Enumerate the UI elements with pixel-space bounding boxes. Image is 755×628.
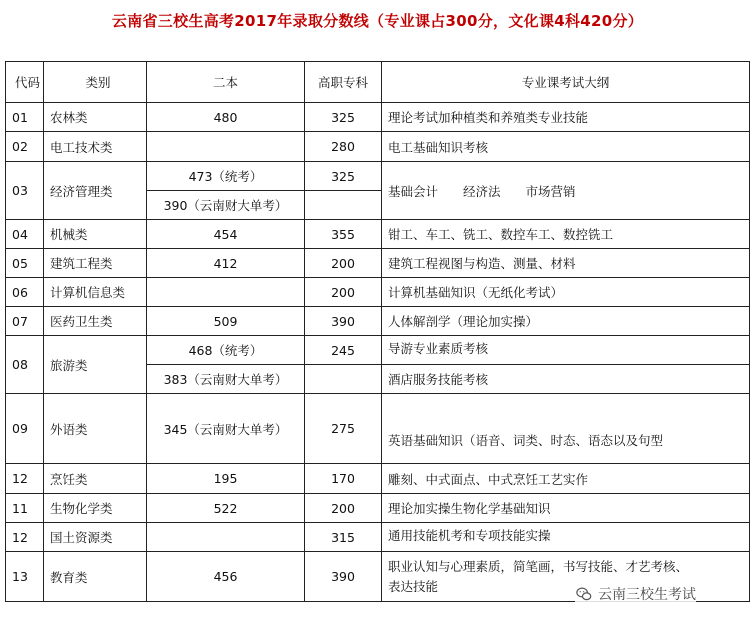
row-vocational: 355: [305, 220, 382, 249]
row-vocational-empty: [305, 191, 382, 220]
row-category: 医药卫生类: [44, 307, 147, 336]
table-row: [6, 249, 750, 278]
row-syllabus: 导游专业素质考核: [382, 336, 750, 365]
header-syllabus: 专业课考试大纲: [382, 62, 750, 103]
row-category: 经济管理类: [44, 162, 147, 220]
page-title: 云南省三校生高考2017年录取分数线（专业课占300分，文化课4科420分）: [111, 12, 644, 30]
row-vocational: 390: [305, 552, 382, 602]
row-syllabus: 基础会计 经济法 市场营销: [382, 162, 750, 220]
row-syllabus: 计算机基础知识（无纸化考试）: [382, 278, 750, 307]
wechat-icon: [575, 585, 593, 603]
table-row: [6, 220, 750, 249]
row-vocational-empty: [305, 365, 382, 394]
row-syllabus: 理论考试加种植类和养殖类专业技能: [382, 103, 750, 132]
row-category: 建筑工程类: [44, 249, 147, 278]
score-table: [5, 61, 750, 602]
header-category: 类别: [44, 62, 147, 103]
row-vocational: 200: [305, 494, 382, 523]
header-vocational: 高职专科: [305, 62, 382, 103]
row-category: 国土资源类: [44, 523, 147, 552]
row-syllabus: 通用技能机考和专项技能实操: [382, 523, 750, 552]
table-row: [6, 278, 750, 307]
row-code: 02: [6, 132, 44, 162]
row-syllabus: 钳工、车工、铣工、数控车工、数控铣工: [382, 220, 750, 249]
row-second-tier: 480: [147, 103, 305, 132]
row-syllabus-alt: 酒店服务技能考核: [382, 365, 750, 394]
row-second-tier: 473（统考）: [147, 162, 305, 191]
row-second-tier: 412: [147, 249, 305, 278]
row-category: 电工技术类: [44, 132, 147, 162]
row-code: 03: [6, 162, 44, 220]
row-second-tier: 509: [147, 307, 305, 336]
row-vocational: 280: [305, 132, 382, 162]
row-syllabus: 人体解剖学（理论加实操）: [382, 307, 750, 336]
watermark: [575, 584, 696, 604]
row-syllabus: 理论加实操生物化学基础知识: [382, 494, 750, 523]
row-category: 旅游类: [44, 336, 147, 394]
row-vocational: 325: [305, 103, 382, 132]
row-code: 11: [6, 494, 44, 523]
row-code: 05: [6, 249, 44, 278]
row-code: 08: [6, 336, 44, 394]
table-header-row: [6, 62, 750, 103]
table-row: [6, 336, 750, 365]
row-syllabus: 建筑工程视图与构造、测量、材料: [382, 249, 750, 278]
table-row: [6, 394, 750, 464]
table-row: [6, 307, 750, 336]
row-second-tier: [147, 523, 305, 552]
row-code: 04: [6, 220, 44, 249]
row-vocational: 275: [305, 394, 382, 464]
row-category: 计算机信息类: [44, 278, 147, 307]
row-syllabus: 电工基础知识考核: [382, 132, 750, 162]
row-category: 烹饪类: [44, 464, 147, 494]
row-category: 农林类: [44, 103, 147, 132]
row-second-tier-alt: 383（云南财大单考）: [147, 365, 305, 394]
table-row: [6, 523, 750, 552]
row-category: 教育类: [44, 552, 147, 602]
row-vocational: 245: [305, 336, 382, 365]
row-vocational: 325: [305, 162, 382, 191]
row-vocational: 200: [305, 278, 382, 307]
row-vocational: 315: [305, 523, 382, 552]
row-second-tier: [147, 278, 305, 307]
row-syllabus: 英语基础知识（语音、词类、时态、语态以及句型: [382, 394, 750, 464]
row-syllabus: 职业认知与心理素质，简笔画，书写技能、才艺考核、表达技能: [382, 552, 750, 602]
table-row: [6, 103, 750, 132]
table-row: [6, 162, 750, 191]
row-category: 机械类: [44, 220, 147, 249]
row-code: 12: [6, 523, 44, 552]
row-second-tier: 468（统考）: [147, 336, 305, 365]
row-syllabus: 雕刻、中式面点、中式烹饪工艺实作: [382, 464, 750, 494]
header-code: 代码: [6, 62, 44, 103]
row-second-tier: 195: [147, 464, 305, 494]
row-second-tier: 456: [147, 552, 305, 602]
table-row: [6, 464, 750, 494]
row-code: 01: [6, 103, 44, 132]
table-row: [6, 494, 750, 523]
row-vocational: 390: [305, 307, 382, 336]
row-second-tier-alt: 390（云南财大单考）: [147, 191, 305, 220]
row-code: 12: [6, 464, 44, 494]
row-second-tier: 454: [147, 220, 305, 249]
row-category: 外语类: [44, 394, 147, 464]
watermark-text: 云南三校生考试: [598, 587, 696, 603]
row-code: 09: [6, 394, 44, 464]
row-second-tier: [147, 132, 305, 162]
row-code: 07: [6, 307, 44, 336]
row-code: 13: [6, 552, 44, 602]
row-code: 06: [6, 278, 44, 307]
table-row: [6, 132, 750, 162]
header-second-tier: 二本: [147, 62, 305, 103]
row-vocational: 200: [305, 249, 382, 278]
row-category: 生物化学类: [44, 494, 147, 523]
row-second-tier: 522: [147, 494, 305, 523]
row-vocational: 170: [305, 464, 382, 494]
row-second-tier: 345（云南财大单考）: [147, 394, 305, 464]
